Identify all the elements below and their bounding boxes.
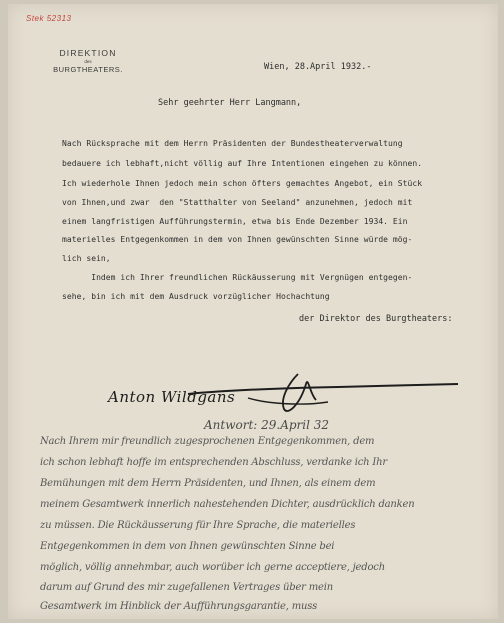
- body-line: materielles Entgegenkommen in dem von Ihnen gewünschten Sinne würde mög-: [62, 235, 413, 244]
- body-line: bedauere ich lebhaft,nicht völlig auf Ihre Intentionen eingehen zu können.: [62, 159, 423, 168]
- body-line: sehe, bin ich mit dem Ausdruck vorzüglicher Hochachtung: [62, 292, 330, 301]
- answer-heading: Antwort: 29.April 32: [204, 418, 330, 432]
- handwritten-line: meinem Gesamtwerk innerlich nahestehenden Dichter, ausdrücklich danken: [40, 499, 415, 510]
- body-line: Indem ich Ihrer freundlichen Rückäusserung mit Vergnügen entgegen-: [62, 273, 413, 282]
- handwritten-line: Nach Ihrem mir freundlich zugesprochenen Entgegenkommen, dem: [40, 436, 375, 447]
- signature: Anton Wildgans: [108, 388, 236, 406]
- letterhead: [48, 48, 128, 74]
- body-line: einem langfristigen Aufführungstermin, etwa bis Ende Dezember 1934. Ein: [62, 217, 408, 226]
- letterhead-line-burgtheaters: BURGTHEATERS.: [53, 65, 123, 74]
- handwritten-line: Entgegenkommen in dem von Ihnen gewünschten Sinne bei: [40, 541, 335, 552]
- body-line: lich sein,: [62, 254, 111, 263]
- archive-number-stamp: Stek 52313: [26, 14, 72, 23]
- letterhead-line-direktion: DIREKTION: [59, 48, 117, 58]
- letter-page: [8, 4, 498, 619]
- handwritten-line: ich schon lebhaft hoffe im entsprechenden Abschluss, verdanke ich Ihr: [40, 457, 387, 468]
- letterhead-line-des: des: [84, 59, 92, 64]
- handwritten-line: Bemühungen mit dem Herrn Präsidenten, und Ihnen, als einem dem: [40, 478, 376, 489]
- closing-signer-title: der Direktor des Burgtheaters:: [299, 314, 453, 324]
- letter-date: Wien, 28.April 1932.-: [264, 62, 372, 72]
- handwritten-line: zu müssen. Die Rückäusserung für Ihre Sprache, die materielles: [40, 520, 356, 531]
- body-line: Nach Rücksprache mit dem Herrn Präsidenten der Bundestheaterverwaltung: [62, 139, 403, 148]
- handwritten-line: darum auf Grund des mir zugefallenen Vertrages über mein: [40, 582, 333, 593]
- handwritten-line: möglich, völlig annehmbar, auch worüber ich gerne acceptiere, jedoch: [40, 562, 385, 573]
- body-line: von Ihnen,und zwar den "Statthalter von Seeland" anzunehmen, jedoch mit: [62, 198, 413, 207]
- body-line: Ich wiederhole Ihnen jedoch mein schon öfters gemachtes Angebot, ein Stück: [62, 179, 423, 188]
- handwritten-line: Gesamtwerk im Hinblick der Aufführungsgarantie, muss: [40, 601, 318, 612]
- salutation: Sehr geehrter Herr Langmann,: [158, 98, 302, 108]
